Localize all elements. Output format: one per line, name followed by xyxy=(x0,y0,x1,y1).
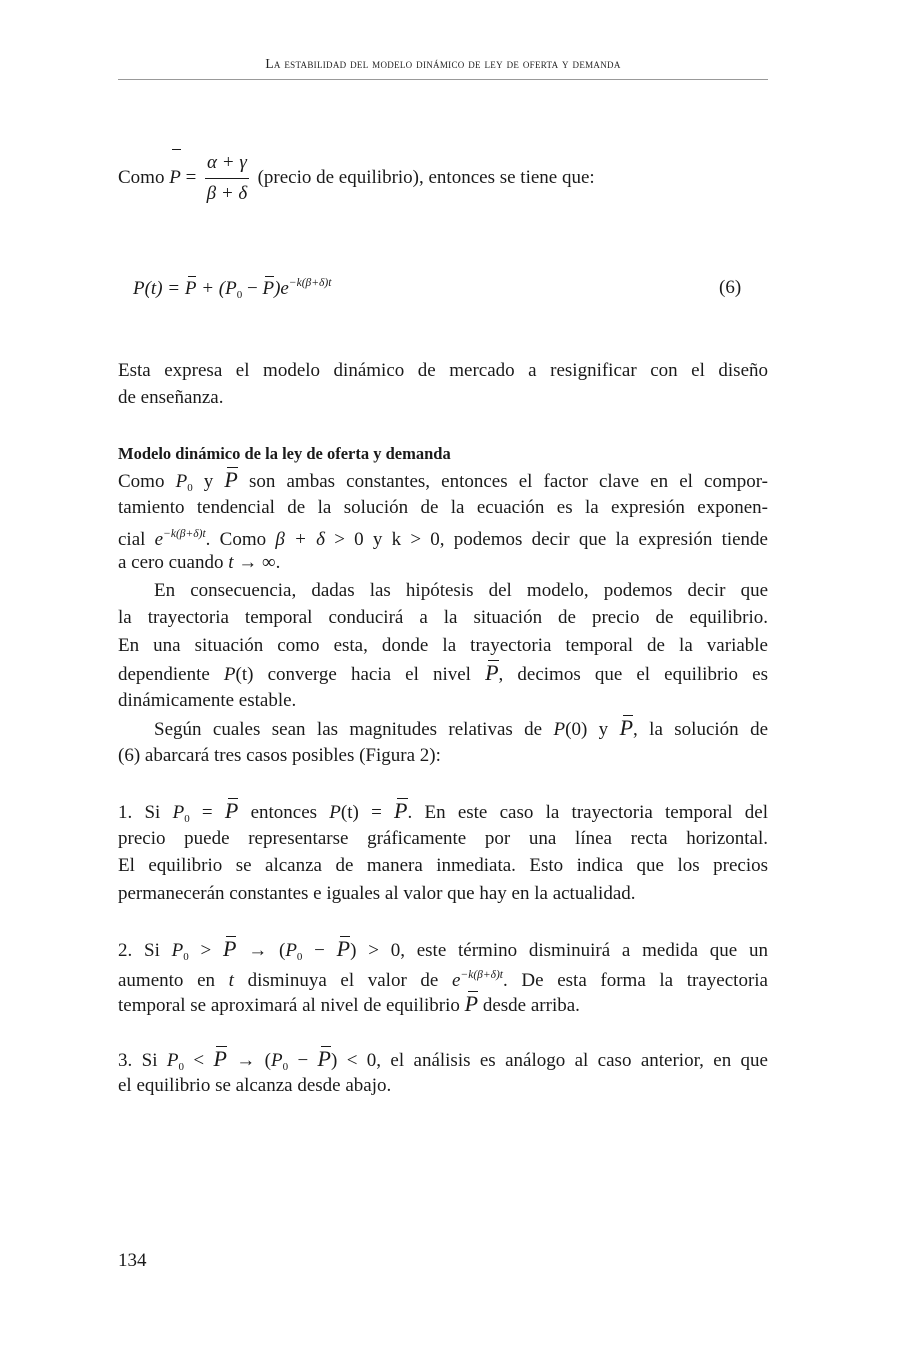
text: ) > 0 xyxy=(350,940,401,961)
text: → ( xyxy=(226,1050,271,1071)
text: temporal se aproximará al nivel de equilibrio xyxy=(118,995,465,1016)
p-bar-symbol: P xyxy=(213,1046,227,1071)
p-bar-symbol: P xyxy=(485,660,499,685)
eq-part: + (P xyxy=(196,278,237,299)
header-rule xyxy=(118,79,768,80)
text: = xyxy=(189,802,225,823)
equation-number: (6) xyxy=(719,277,742,298)
p0-symbol: P xyxy=(171,940,184,961)
text: , la solución de xyxy=(633,719,769,740)
text: Como xyxy=(118,471,176,492)
paragraph-line: de enseñanza. xyxy=(118,387,224,408)
text: (t) xyxy=(340,802,359,823)
text: (0) y xyxy=(565,719,620,740)
subscript: 0 xyxy=(178,1061,184,1073)
case-1-line: El equilibrio se alcanza de manera inmediata. Esto indica que los precios xyxy=(118,855,768,876)
p-bar-symbol: P xyxy=(464,991,479,1016)
text: 2. Si xyxy=(118,940,172,961)
text: converge hacia el nivel xyxy=(253,664,486,685)
text: (precio de equilibrio), entonces se tiene que: xyxy=(257,167,595,188)
paragraph-line: dinámicamente estable. xyxy=(118,690,297,711)
paragraph-line: tamiento tendencial de la solución de la ecuación es la expresión exponen- xyxy=(118,497,768,518)
text: → ( xyxy=(236,940,286,961)
fraction-numerator: α + γ xyxy=(205,150,249,179)
text: Según cuales sean las magnitudes relativas de xyxy=(154,719,554,740)
text: . En este caso la trayectoria temporal del xyxy=(407,802,768,823)
text: , este término disminuirá a medida que un xyxy=(400,940,769,961)
exponent: −k(β+δ)t xyxy=(163,528,206,540)
p-symbol: P xyxy=(223,664,236,685)
equals-sign: = xyxy=(185,167,197,188)
text: (t) xyxy=(235,664,254,685)
text: ) < 0 xyxy=(331,1050,377,1071)
fraction xyxy=(205,150,249,207)
case-1-line: precio puede representarse gráficamente por una línea recta horizontal. xyxy=(118,828,768,849)
equation-6 xyxy=(133,270,533,309)
paragraph-line: En una situación como esta, donde la trayectoria temporal de la variable xyxy=(118,635,768,656)
text: dependiente xyxy=(118,664,224,685)
text: y xyxy=(192,471,225,492)
t-symbol: t xyxy=(228,970,234,991)
text: desde arriba. xyxy=(478,995,580,1016)
subscript: 0 xyxy=(183,951,189,963)
exponent: −k(β+δ)t xyxy=(288,277,332,289)
text: , decimos que el equilibrio es xyxy=(498,664,768,685)
p0-symbol: P xyxy=(270,1050,283,1071)
subscript: 0 xyxy=(184,813,190,825)
text: Como xyxy=(118,167,165,188)
p-bar-symbol: P xyxy=(317,1046,331,1071)
subscript: 0 xyxy=(296,951,303,963)
text: → ∞. xyxy=(233,552,281,573)
p-symbol: P xyxy=(553,719,566,740)
paragraph-line xyxy=(118,549,768,576)
p-bar-symbol: P xyxy=(185,275,197,302)
minus: − xyxy=(242,278,263,299)
beta-delta: β + δ xyxy=(275,529,325,550)
section-heading: Modelo dinámico de la ley de oferta y demanda xyxy=(118,444,451,463)
t-symbol: t xyxy=(228,552,234,573)
paragraph-line: Esta expresa el modelo dinámico de mercado a resignificar con el diseño xyxy=(118,360,768,381)
text: , el análisis es análogo al caso anterior, en que xyxy=(376,1050,768,1071)
text: > 0 y k > 0, podemos decir que la expresión tiende xyxy=(324,529,768,550)
text: < xyxy=(183,1050,214,1071)
fraction-denominator: β + δ xyxy=(206,183,248,205)
paragraph-line xyxy=(118,659,768,688)
subscript: 0 xyxy=(236,289,243,301)
eq-part: )e xyxy=(274,278,289,299)
p-bar-symbol: P xyxy=(169,148,181,208)
p-bar-symbol: P xyxy=(336,936,351,961)
p-bar-symbol: P xyxy=(224,798,239,823)
text: son ambas constantes, entonces el factor clave en el compor- xyxy=(237,471,769,492)
case-1-line: permanecerán constantes e iguales al valor que hay en la actualidad. xyxy=(118,883,636,904)
page-number: 134 xyxy=(118,1250,147,1271)
text: − xyxy=(302,940,337,961)
p0-symbol: P xyxy=(166,1050,179,1071)
text: aumento en xyxy=(118,970,229,991)
paragraph-line: En consecuencia, dadas las hipótesis del modelo, podemos decir que xyxy=(154,580,768,601)
p-bar-symbol: P xyxy=(262,275,274,302)
text: cial xyxy=(118,529,155,550)
subscript: 0 xyxy=(282,1061,289,1073)
text: a cero cuando xyxy=(118,552,229,573)
eq-lhs: P(t) = xyxy=(133,278,185,299)
paragraph-line: la trayectoria temporal conducirá a la situación de precio de equilibrio. xyxy=(118,607,768,628)
p-bar-symbol: P xyxy=(619,715,634,740)
text: − xyxy=(288,1050,318,1071)
text: > xyxy=(188,940,223,961)
exponent: −k(β+δ)t xyxy=(460,969,504,981)
text: entonces xyxy=(238,802,330,823)
paragraph-line xyxy=(118,714,768,743)
p0-symbol: P xyxy=(285,940,297,961)
case-3-line: el equilibrio se alcanza desde abajo. xyxy=(118,1075,392,1096)
text: 1. Si xyxy=(118,802,173,823)
p-bar-symbol: P xyxy=(394,798,408,823)
text: . De esta forma la trayectoria xyxy=(503,970,768,991)
text: disminuya el valor de xyxy=(233,970,453,991)
e-symbol: e xyxy=(154,529,164,550)
paragraph-line: (6) abarcará tres casos posibles (Figura 2): xyxy=(118,745,441,766)
subscript: 0 xyxy=(187,482,193,494)
p-bar-symbol: P xyxy=(224,467,238,492)
p0-symbol: P xyxy=(172,802,185,823)
running-header: La estabilidad del modelo dinámico de ley de oferta y demanda xyxy=(265,56,621,71)
case-2-line xyxy=(118,990,768,1019)
p-bar-symbol: P xyxy=(223,936,237,961)
text: = xyxy=(358,802,395,823)
text: . Como xyxy=(205,529,276,550)
text: 3. Si xyxy=(118,1050,167,1071)
e-symbol: e xyxy=(452,970,461,991)
equilibrium-price-definition xyxy=(118,148,768,208)
p-symbol: P xyxy=(329,802,341,823)
p0-symbol: P xyxy=(175,471,188,492)
